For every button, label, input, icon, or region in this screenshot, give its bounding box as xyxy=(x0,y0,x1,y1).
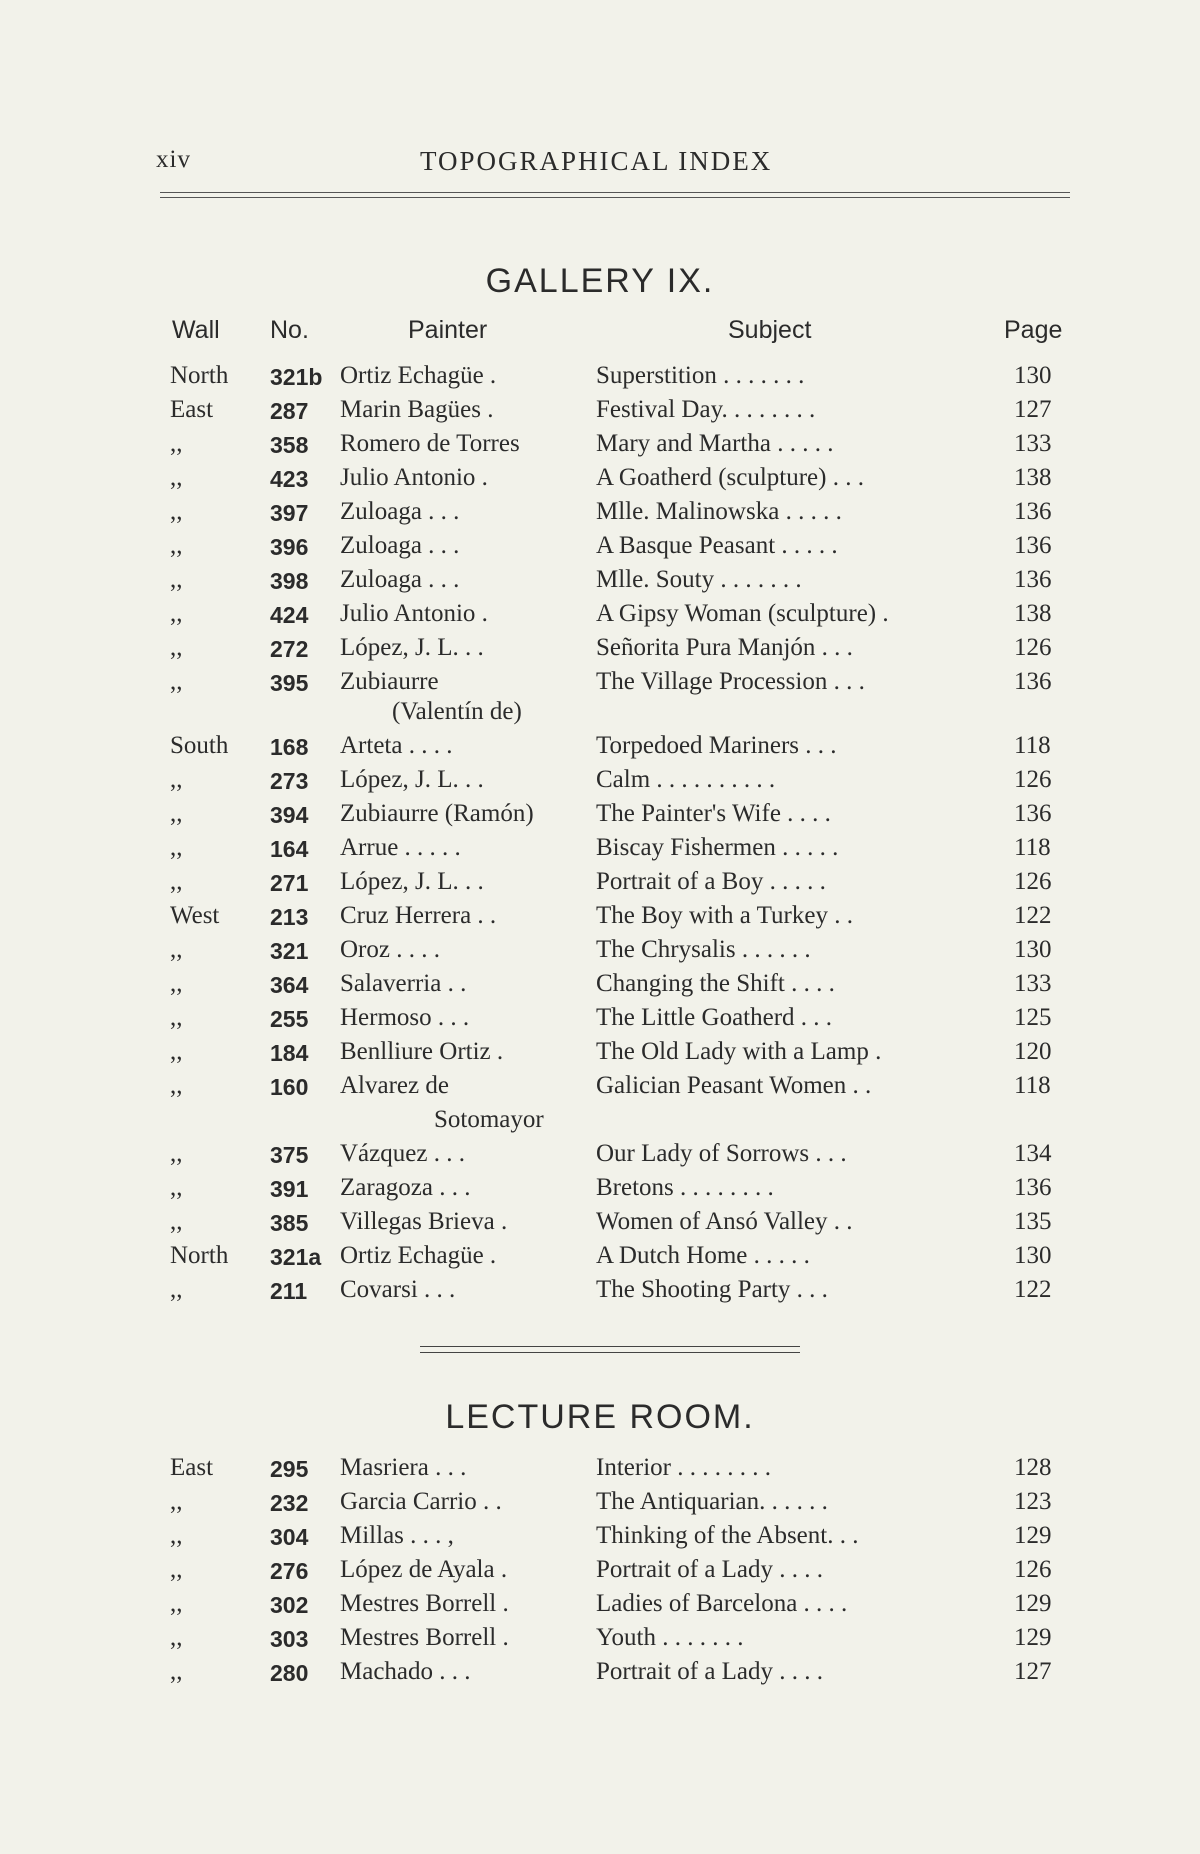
header-no: No. xyxy=(270,316,309,344)
painter: Masriera . . . xyxy=(340,1454,467,1481)
painter: Mestres Borrell . xyxy=(340,1624,509,1651)
painter: López, J. L. . . xyxy=(340,766,484,793)
table-row xyxy=(0,498,1200,532)
table-row xyxy=(0,1276,1200,1310)
page-ref: 126 xyxy=(1014,1556,1052,1583)
painter: Villegas Brieva . xyxy=(340,1208,508,1235)
page-ref: 120 xyxy=(1014,1038,1052,1065)
entry-number: 304 xyxy=(270,1524,309,1550)
header-painter: Painter xyxy=(408,316,488,344)
page-ref: 129 xyxy=(1014,1522,1052,1549)
subject: The Little Goatherd . . . xyxy=(596,1004,833,1031)
table-row xyxy=(0,1242,1200,1276)
painter: Garcia Carrio . . xyxy=(340,1488,502,1515)
table-row xyxy=(0,1658,1200,1692)
page-number: xiv xyxy=(156,146,191,173)
painter: Salaverria . . xyxy=(340,970,467,997)
subject: Calm . . . . . . . . . . xyxy=(596,766,776,793)
subject: Mlle. Souty . . . . . . . xyxy=(596,566,802,593)
wall: ,, xyxy=(170,936,183,963)
table-row xyxy=(0,430,1200,464)
wall: ,, xyxy=(170,1072,183,1099)
table-row xyxy=(0,1454,1200,1488)
page-ref: 122 xyxy=(1014,902,1052,929)
table-row xyxy=(0,766,1200,800)
subject: The Antiquarian. . . . . . xyxy=(596,1488,828,1515)
subject: The Boy with a Turkey . . xyxy=(596,902,853,929)
table-row xyxy=(0,396,1200,430)
wall: ,, xyxy=(170,1038,183,1065)
table-row xyxy=(0,1004,1200,1038)
entry-number: 295 xyxy=(270,1456,309,1482)
page-ref: 127 xyxy=(1014,1658,1052,1685)
page-ref: 126 xyxy=(1014,634,1052,661)
lecture-title: LECTURE ROOM. xyxy=(445,1398,755,1436)
wall: ,, xyxy=(170,668,183,695)
entry-number: 391 xyxy=(270,1176,309,1202)
table-row xyxy=(0,566,1200,600)
entry-number: 272 xyxy=(270,636,309,662)
page-ref: 133 xyxy=(1014,430,1052,457)
entry-number: 164 xyxy=(270,836,309,862)
entry-number: 398 xyxy=(270,568,309,594)
gallery-title: GALLERY IX. xyxy=(485,262,715,300)
painter: Julio Antonio . xyxy=(340,600,488,627)
subject: Señorita Pura Manjón . . . xyxy=(596,634,853,661)
page-ref: 118 xyxy=(1014,732,1051,759)
painter: Romero de Torres xyxy=(340,430,520,457)
column-headers xyxy=(0,316,1200,356)
entry-number: 232 xyxy=(270,1490,309,1516)
painter: Mestres Borrell . xyxy=(340,1590,509,1617)
subject: Torpedoed Mariners . . . xyxy=(596,732,837,759)
painter: Benlliure Ortiz . xyxy=(340,1038,504,1065)
running-title: TOPOGRAPHICAL INDEX xyxy=(420,146,773,176)
painter: Zuloaga . . . xyxy=(340,566,460,593)
subject: Superstition . . . . . . . xyxy=(596,362,805,389)
painter-continuation: (Valentín de) xyxy=(392,698,522,725)
entry-number: 358 xyxy=(270,432,309,458)
wall: ,, xyxy=(170,834,183,861)
page-ref: 118 xyxy=(1014,1072,1051,1099)
entry-number: 211 xyxy=(270,1278,308,1304)
wall: South xyxy=(170,732,229,759)
entry-number: 168 xyxy=(270,734,309,760)
subject: A Basque Peasant . . . . . xyxy=(596,532,838,559)
subject: Biscay Fishermen . . . . . xyxy=(596,834,839,861)
subject: Thinking of the Absent. . . xyxy=(596,1522,859,1549)
entry-number: 423 xyxy=(270,466,309,492)
wall: East xyxy=(170,1454,214,1481)
subject: The Old Lady with a Lamp . xyxy=(596,1038,882,1065)
page-ref: 136 xyxy=(1014,532,1052,559)
entry-number: 255 xyxy=(270,1006,309,1032)
table-row xyxy=(0,936,1200,970)
page-ref: 126 xyxy=(1014,766,1052,793)
table-row xyxy=(0,668,1200,702)
page-ref: 127 xyxy=(1014,396,1052,423)
wall: ,, xyxy=(170,766,183,793)
wall: ,, xyxy=(170,970,183,997)
subject: The Village Procession . . . xyxy=(596,668,865,695)
page-ref: 130 xyxy=(1014,362,1052,389)
painter: Zubiaurre xyxy=(340,668,439,695)
page-ref: 123 xyxy=(1014,1488,1052,1515)
painter: López de Ayala . xyxy=(340,1556,508,1583)
page-ref: 128 xyxy=(1014,1454,1052,1481)
wall: ,, xyxy=(170,634,183,661)
entry-number: 280 xyxy=(270,1660,309,1686)
subject: The Painter's Wife . . . . xyxy=(596,800,831,827)
table-row xyxy=(0,834,1200,868)
subject: Interior . . . . . . . . xyxy=(596,1454,771,1481)
painter: Hermoso . . . xyxy=(340,1004,470,1031)
page-ref: 135 xyxy=(1014,1208,1052,1235)
page-ref: 134 xyxy=(1014,1140,1052,1167)
page-ref: 130 xyxy=(1014,936,1052,963)
subject: Our Lady of Sorrows . . . xyxy=(596,1140,847,1167)
page-ref: 136 xyxy=(1014,800,1052,827)
table-row xyxy=(0,532,1200,566)
painter: Cruz Herrera . . xyxy=(340,902,497,929)
entry-number: 273 xyxy=(270,768,309,794)
table-row xyxy=(0,1072,1200,1106)
page-ref: 136 xyxy=(1014,498,1052,525)
painter: Alvarez de xyxy=(340,1072,449,1099)
table-row xyxy=(0,634,1200,668)
painter: Covarsi . . . xyxy=(340,1276,456,1303)
table-row xyxy=(0,970,1200,1004)
wall: ,, xyxy=(170,1276,183,1303)
wall: ,, xyxy=(170,1208,183,1235)
entry-number: 321b xyxy=(270,364,323,390)
page-ref: 136 xyxy=(1014,566,1052,593)
table-row xyxy=(0,1208,1200,1242)
table-row xyxy=(0,1590,1200,1624)
wall: ,, xyxy=(170,532,183,559)
wall: ,, xyxy=(170,1556,183,1583)
painter: Marin Bagües . xyxy=(340,396,494,423)
wall: ,, xyxy=(170,1522,183,1549)
table-row xyxy=(0,1038,1200,1072)
subject: The Shooting Party . . . xyxy=(596,1276,828,1303)
page-ref: 129 xyxy=(1014,1590,1052,1617)
wall: ,, xyxy=(170,868,183,895)
subject: Ladies of Barcelona . . . . xyxy=(596,1590,848,1617)
subject: Portrait of a Lady . . . . xyxy=(596,1658,824,1685)
painter: López, J. L. . . xyxy=(340,868,484,895)
wall: ,, xyxy=(170,1590,183,1617)
table-row xyxy=(0,1522,1200,1556)
wall: North xyxy=(170,362,229,389)
painter: Vázquez . . . xyxy=(340,1140,465,1167)
wall: ,, xyxy=(170,1140,183,1167)
page-ref: 118 xyxy=(1014,834,1051,861)
page-ref: 133 xyxy=(1014,970,1052,997)
table-row xyxy=(0,464,1200,498)
wall: ,, xyxy=(170,464,183,491)
painter: Machado . . . xyxy=(340,1658,471,1685)
painter: Zuloaga . . . xyxy=(340,532,460,559)
section-rule xyxy=(420,1346,800,1347)
wall: ,, xyxy=(170,1658,183,1685)
subject: Women of Ansó Valley . . xyxy=(596,1208,853,1235)
table-row xyxy=(0,1140,1200,1174)
entry-number: 395 xyxy=(270,670,309,696)
wall: ,, xyxy=(170,430,183,457)
page-ref: 125 xyxy=(1014,1004,1052,1031)
painter: López, J. L. . . xyxy=(340,634,484,661)
section-rule xyxy=(420,1352,800,1353)
table-row xyxy=(0,902,1200,936)
entry-number: 375 xyxy=(270,1142,309,1168)
wall: ,, xyxy=(170,566,183,593)
subject: A Gipsy Woman (sculpture) . xyxy=(596,600,889,627)
wall: ,, xyxy=(170,600,183,627)
subject: Youth . . . . . . . xyxy=(596,1624,744,1651)
header-page: Page xyxy=(1004,316,1063,344)
table-row xyxy=(0,1174,1200,1208)
painter: Julio Antonio . xyxy=(340,464,488,491)
entry-number: 397 xyxy=(270,500,309,526)
subject: A Dutch Home . . . . . xyxy=(596,1242,810,1269)
subject: Changing the Shift . . . . xyxy=(596,970,835,997)
painter: Arteta . . . . xyxy=(340,732,453,759)
entry-number: 302 xyxy=(270,1592,309,1618)
entry-number: 364 xyxy=(270,972,309,998)
entry-number: 385 xyxy=(270,1210,309,1236)
painter: Zaragoza . . . xyxy=(340,1174,471,1201)
subject: The Chrysalis . . . . . . xyxy=(596,936,811,963)
painter: Oroz . . . . xyxy=(340,936,440,963)
wall: ,, xyxy=(170,1624,183,1651)
table-row xyxy=(0,362,1200,396)
painter: Arrue . . . . . xyxy=(340,834,461,861)
subject: Mlle. Malinowska . . . . . xyxy=(596,498,842,525)
wall: East xyxy=(170,396,214,423)
table-row xyxy=(0,732,1200,766)
page-ref: 130 xyxy=(1014,1242,1052,1269)
subject: Mary and Martha . . . . . xyxy=(596,430,834,457)
header-wall: Wall xyxy=(172,316,220,344)
page-ref: 138 xyxy=(1014,464,1052,491)
wall: ,, xyxy=(170,800,183,827)
wall: North xyxy=(170,1242,229,1269)
subject: Portrait of a Boy . . . . . xyxy=(596,868,826,895)
wall: ,, xyxy=(170,1488,183,1515)
page-ref: 136 xyxy=(1014,668,1052,695)
painter: Zuloaga . . . xyxy=(340,498,460,525)
table-row xyxy=(0,1624,1200,1658)
entry-number: 160 xyxy=(270,1074,309,1100)
subject: Bretons . . . . . . . . xyxy=(596,1174,774,1201)
entry-number: 213 xyxy=(270,904,309,930)
entry-number: 321a xyxy=(270,1244,322,1270)
entry-number: 276 xyxy=(270,1558,309,1584)
table-row xyxy=(0,600,1200,634)
entry-number: 394 xyxy=(270,802,309,828)
page-ref: 129 xyxy=(1014,1624,1052,1651)
page-ref: 126 xyxy=(1014,868,1052,895)
page-ref: 138 xyxy=(1014,600,1052,627)
entry-number: 303 xyxy=(270,1626,309,1652)
subject: Portrait of a Lady . . . . xyxy=(596,1556,824,1583)
table-row xyxy=(0,1488,1200,1522)
page-ref: 136 xyxy=(1014,1174,1052,1201)
wall: ,, xyxy=(170,1174,183,1201)
wall: ,, xyxy=(170,498,183,525)
entry-number: 321 xyxy=(270,938,309,964)
entry-number: 396 xyxy=(270,534,309,560)
table-row xyxy=(0,868,1200,902)
running-head xyxy=(0,146,1200,186)
painter: Ortiz Echagüe . xyxy=(340,1242,497,1269)
entry-number: 287 xyxy=(270,398,309,424)
painter-continuation: Sotomayor xyxy=(434,1106,544,1133)
painter: Ortiz Echagüe . xyxy=(340,362,497,389)
wall: ,, xyxy=(170,1004,183,1031)
table-row xyxy=(0,800,1200,834)
entry-number: 184 xyxy=(270,1040,309,1066)
header-rule xyxy=(160,192,1070,193)
table-row xyxy=(0,1556,1200,1590)
subject: Festival Day. . . . . . . . xyxy=(596,396,816,423)
entry-number: 271 xyxy=(270,870,309,896)
painter: Zubiaurre (Ramón) xyxy=(340,800,534,827)
subject: A Goatherd (sculpture) . . . xyxy=(596,464,864,491)
header-subject: Subject xyxy=(728,316,812,344)
painter: Millas . . . , xyxy=(340,1522,454,1549)
wall: West xyxy=(170,902,220,929)
header-rule xyxy=(160,197,1070,198)
entry-number: 424 xyxy=(270,602,309,628)
page-ref: 122 xyxy=(1014,1276,1052,1303)
subject: Galician Peasant Women . . xyxy=(596,1072,872,1099)
